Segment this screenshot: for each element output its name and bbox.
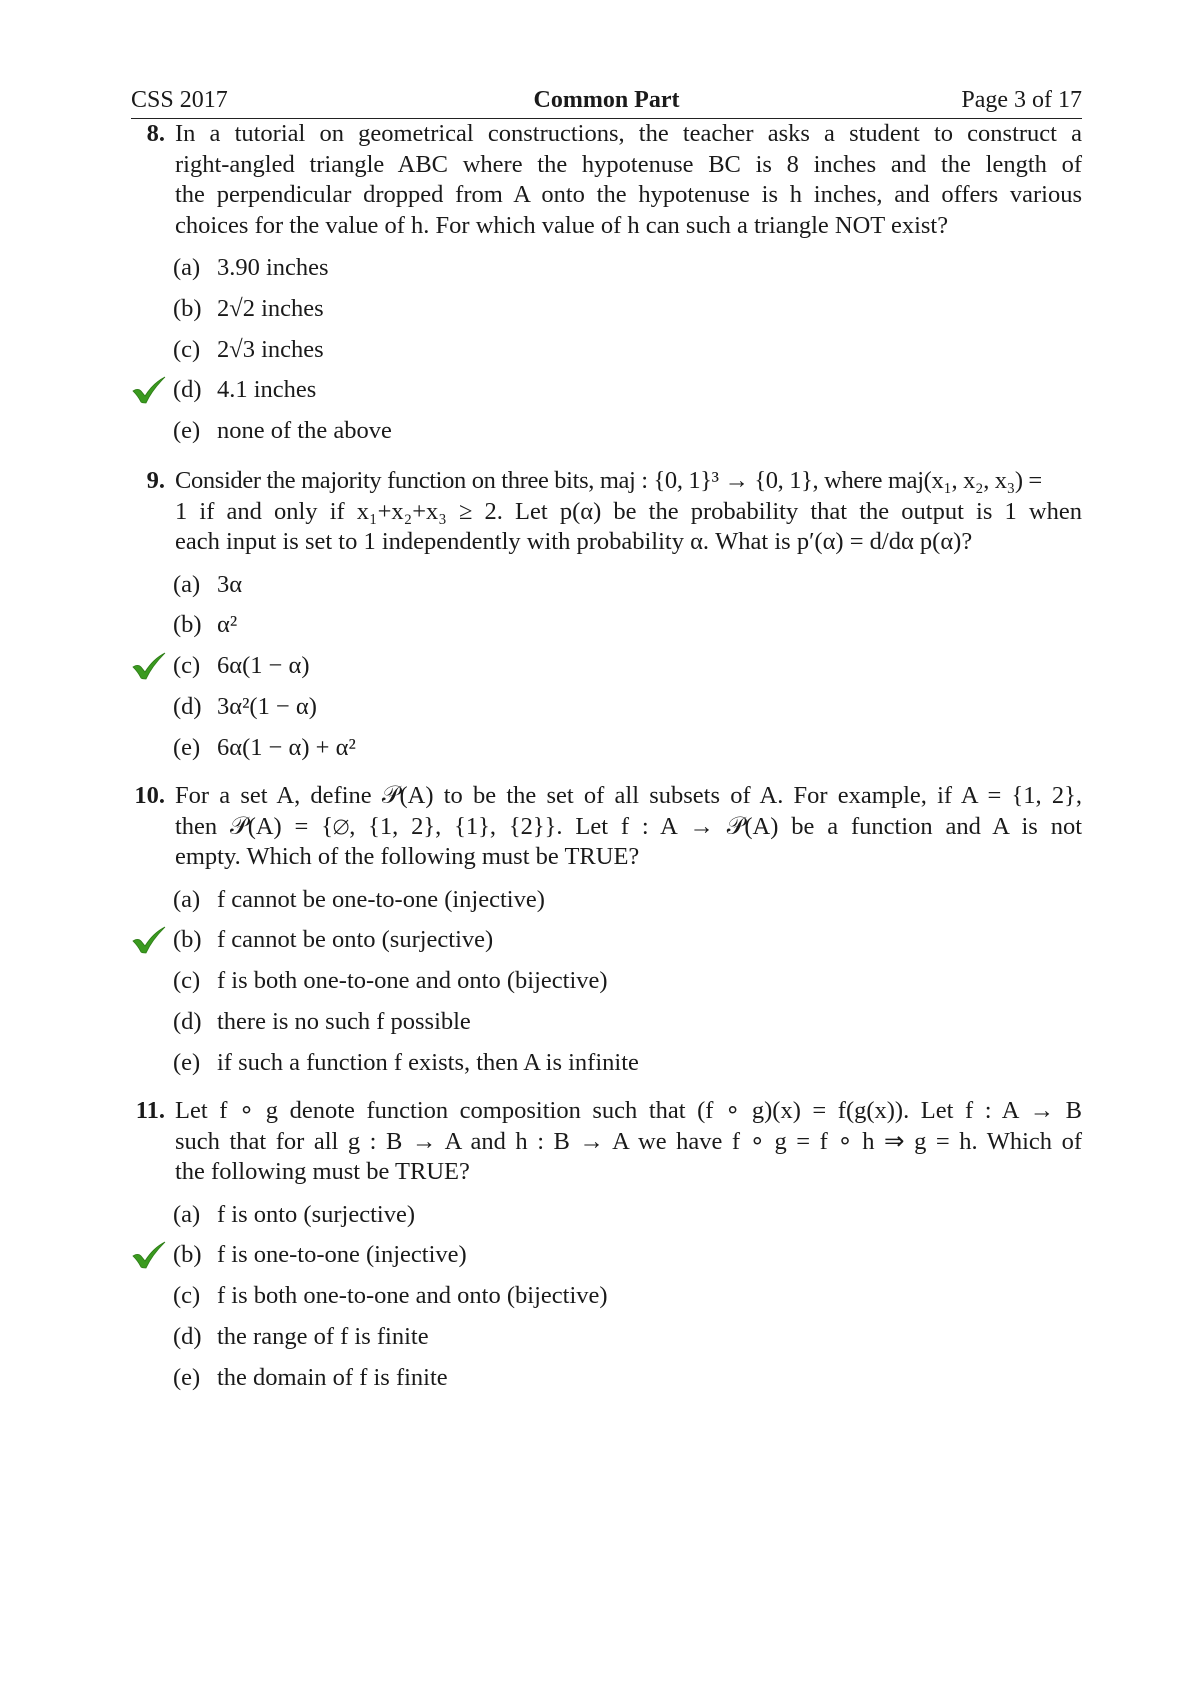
question-text <box>175 119 1082 241</box>
answer-choices <box>131 1200 1082 1404</box>
answer-choice[interactable] <box>173 885 1082 926</box>
choice-text: the range of f is finite <box>217 1322 429 1350</box>
question-number: 9. <box>146 467 165 494</box>
question-text <box>175 1096 1082 1188</box>
header-page-number: Page 3 of 17 <box>961 87 1082 113</box>
question-text-line: Let f ∘ g denote function composition such that (f ∘ g)(x) = f(g(x)). Let f : A → B <box>175 1097 1082 1124</box>
question-10 <box>131 781 1082 1088</box>
question-text-line: For a set A, define 𝒫(A) to be the set of all subsets of A. For example, if A = {1, 2}, <box>175 782 1082 809</box>
choice-text: α² <box>217 611 238 639</box>
answer-choice[interactable] <box>173 1007 1082 1048</box>
question-text-line: each input is set to 1 independently with probability α. What is p′(α) = d/dα p(α)? <box>175 528 973 555</box>
question-text-line: Consider the majority function on three bits, maj : {0, 1}³ → {0, 1}, where maj(x₁, x₂, x₃) = <box>175 467 1042 494</box>
answer-choice[interactable] <box>173 335 1082 376</box>
check-icon <box>131 1241 167 1269</box>
choice-label: (b) <box>173 926 202 954</box>
choice-text: 2√3 inches <box>217 335 324 363</box>
answer-choice[interactable] <box>173 294 1082 335</box>
question-text-line: right-angled triangle ABC where the hypotenuse BC is 8 inches and the length of <box>175 150 1082 178</box>
choice-text: if such a function f exists, then A is infinite <box>217 1048 639 1076</box>
choice-label: (c) <box>173 335 201 363</box>
choice-label: (e) <box>173 1048 201 1076</box>
check-icon <box>131 652 167 680</box>
choice-label: (c) <box>173 1282 201 1310</box>
answer-choice[interactable] <box>173 375 1082 416</box>
choice-label: (e) <box>173 1363 201 1391</box>
question-number: 8. <box>146 120 165 147</box>
check-icon <box>131 926 167 954</box>
question-11 <box>131 1096 1082 1403</box>
choice-label: (d) <box>173 376 202 404</box>
choice-label: (a) <box>173 570 201 598</box>
answer-choice[interactable] <box>173 416 1082 457</box>
question-text-line: the perpendicular dropped from A onto the hypotenuse is h inches, and offers various <box>175 181 1082 208</box>
question-text-line: 1 if and only if x₁+x₂+x₃ ≥ 2. Let p(α) be the probability that the output is 1 when <box>175 497 1082 525</box>
choice-text: 6α(1 − α) + α² <box>217 733 356 761</box>
question-text <box>175 466 1082 558</box>
question-number: 10. <box>134 782 165 809</box>
answer-choices <box>131 570 1082 774</box>
question-text-line: such that for all g : B → A and h : B → A we have f ∘ g = f ∘ h ⇒ g = h. Which of <box>175 1127 1082 1155</box>
choice-label: (d) <box>173 692 202 720</box>
question-8 <box>131 119 1082 457</box>
choice-text: f cannot be onto (surjective) <box>217 926 494 954</box>
question-text-line: empty. Which of the following must be TRUE? <box>175 843 640 870</box>
question-text-line: In a tutorial on geometrical constructions, the teacher asks a student to construct a <box>175 120 1082 147</box>
choice-text: 6α(1 − α) <box>217 652 310 680</box>
choice-label: (a) <box>173 885 201 913</box>
answer-choice[interactable] <box>173 651 1082 692</box>
choice-label: (b) <box>173 1241 202 1269</box>
answer-choice[interactable] <box>173 1281 1082 1322</box>
answer-choice[interactable] <box>173 570 1082 611</box>
choice-text: 3α²(1 − α) <box>217 692 317 720</box>
choice-label: (b) <box>173 611 202 639</box>
answer-choice[interactable] <box>173 925 1082 966</box>
answer-choice[interactable] <box>173 1048 1082 1089</box>
choice-label: (d) <box>173 1007 202 1035</box>
answer-choices <box>131 885 1082 1089</box>
question-text-line: the following must be TRUE? <box>175 1158 470 1185</box>
check-icon <box>131 376 167 404</box>
choice-text: 4.1 inches <box>217 376 317 404</box>
choice-label: (a) <box>173 1200 201 1228</box>
question-number: 11. <box>135 1097 165 1124</box>
header-section-title: Common Part <box>533 87 680 113</box>
answer-choice[interactable] <box>173 1322 1082 1363</box>
choice-text: the domain of f is finite <box>217 1363 448 1391</box>
question-9 <box>131 466 1082 773</box>
answer-choice[interactable] <box>173 966 1082 1007</box>
header-course: CSS 2017 <box>131 87 228 113</box>
answer-choice[interactable] <box>173 1200 1082 1241</box>
answer-choice[interactable] <box>173 610 1082 651</box>
question-text-line: then 𝒫(A) = {∅, {1, 2}, {1}, {2}}. Let f : A → 𝒫(A) be a function and A is not <box>175 812 1082 840</box>
choice-label: (c) <box>173 652 201 680</box>
choice-text: none of the above <box>217 417 392 445</box>
answer-choice[interactable] <box>173 1363 1082 1404</box>
answer-choice[interactable] <box>173 253 1082 294</box>
choice-text: f cannot be one-to-one (injective) <box>217 885 545 913</box>
choice-label: (c) <box>173 967 201 995</box>
choice-text: 3.90 inches <box>217 254 329 281</box>
question-text <box>175 781 1082 873</box>
choice-text: f is both one-to-one and onto (bijective) <box>217 967 608 995</box>
choice-label: (d) <box>173 1322 202 1350</box>
answer-choices <box>131 253 1082 457</box>
choice-text: f is both one-to-one and onto (bijective) <box>217 1282 608 1310</box>
choice-text: 2√2 inches <box>217 294 324 322</box>
choice-text: there is no such f possible <box>217 1007 471 1035</box>
choice-label: (e) <box>173 417 201 445</box>
choice-label: (a) <box>173 254 201 281</box>
choice-label: (e) <box>173 733 201 761</box>
answer-choice[interactable] <box>173 1240 1082 1281</box>
choice-text: f is onto (surjective) <box>217 1200 415 1228</box>
choice-text: f is one-to-one (injective) <box>217 1241 467 1269</box>
answer-choice[interactable] <box>173 692 1082 733</box>
question-text-line: choices for the value of h. For which value of h can such a triangle NOT exist? <box>175 211 949 239</box>
choice-label: (b) <box>173 294 202 322</box>
answer-choice[interactable] <box>173 733 1082 774</box>
choice-text: 3α <box>217 570 243 598</box>
page-header <box>131 82 1082 119</box>
